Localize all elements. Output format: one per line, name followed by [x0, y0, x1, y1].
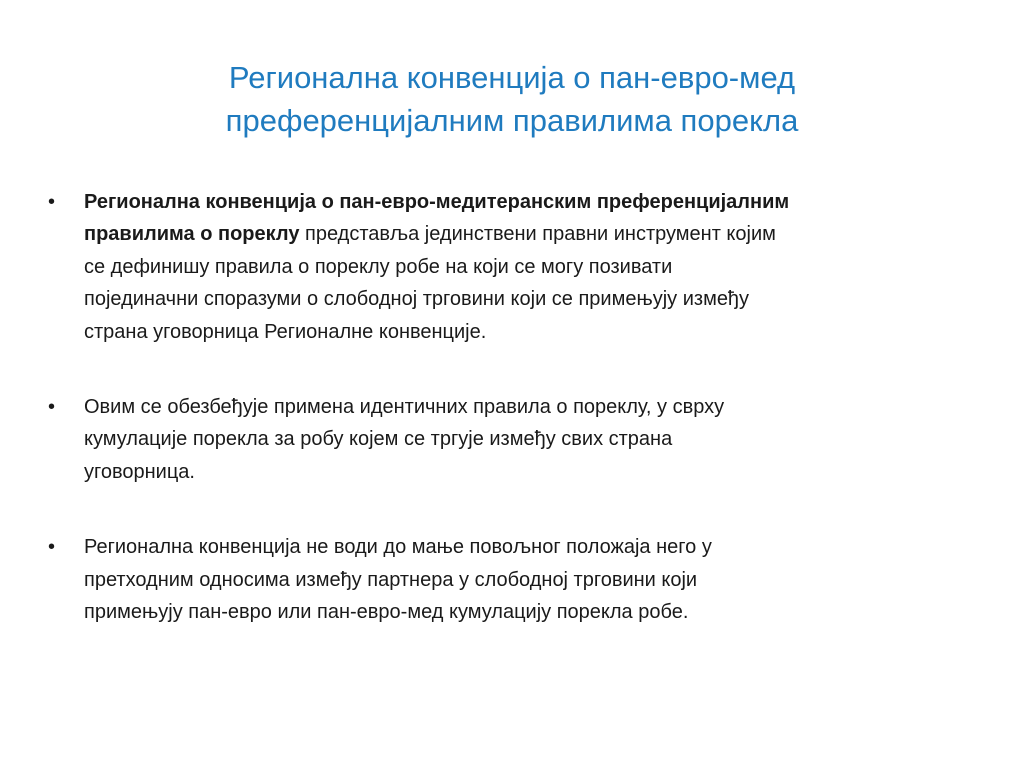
- bullet-1-line-3: се дефинишу правила о пореклу робе на који се могу позивати: [84, 255, 673, 278]
- bullet-1-line-1: Регионална конвенција о пан-евро-медитеранским преференцијалним: [84, 191, 790, 213]
- bullet-icon: •: [48, 396, 56, 419]
- bullet-text-3: [84, 531, 983, 628]
- bullet-list: [48, 186, 983, 628]
- bullet-3-line-2: претходним односима између партнера у слободној трговини који: [84, 568, 698, 591]
- bullet-text-2: [84, 391, 983, 488]
- slide-title: [90, 56, 934, 142]
- bullet-3-line-1: Регионална конвенција не води до мање повољног положаја него у: [84, 536, 712, 559]
- bullet-1-line-2: [84, 218, 983, 250]
- bullet-icon: •: [48, 536, 56, 559]
- bullet-3-line-3: примењују пан-евро или пан-евро-мед кумулацију порекла робе.: [84, 601, 689, 624]
- bullet-1-line-5: страна уговорница Регионалне конвенције.: [84, 320, 487, 343]
- bullet-1-line-2-bold: правилима о пореклу: [84, 223, 300, 246]
- bullet-1-line-4: појединачни споразуми о слободној трговини који се примењују између: [84, 288, 750, 311]
- bullet-2-line-2: кумулације порекла за робу којем се тргује између свих страна: [84, 428, 673, 451]
- bullet-2-line-3: уговорница.: [84, 460, 195, 483]
- bullet-item-3: [48, 531, 983, 628]
- slide-title-line-1: Регионална конвенција о пан-евро-мед: [228, 60, 796, 95]
- bullet-2-line-1: Овим се обезбеђује примена идентичних правила о пореклу, у сврху: [84, 396, 725, 419]
- slide-title-line-2: преференцијалним правилима порекла: [225, 103, 799, 138]
- bullet-1-line-2-rest: представља јединствени правни инструмент којим: [299, 223, 776, 246]
- bullet-item-1: [48, 186, 983, 348]
- bullet-item-2: [48, 391, 983, 488]
- bullet-text-1: [84, 186, 983, 348]
- bullet-icon: •: [48, 191, 56, 213]
